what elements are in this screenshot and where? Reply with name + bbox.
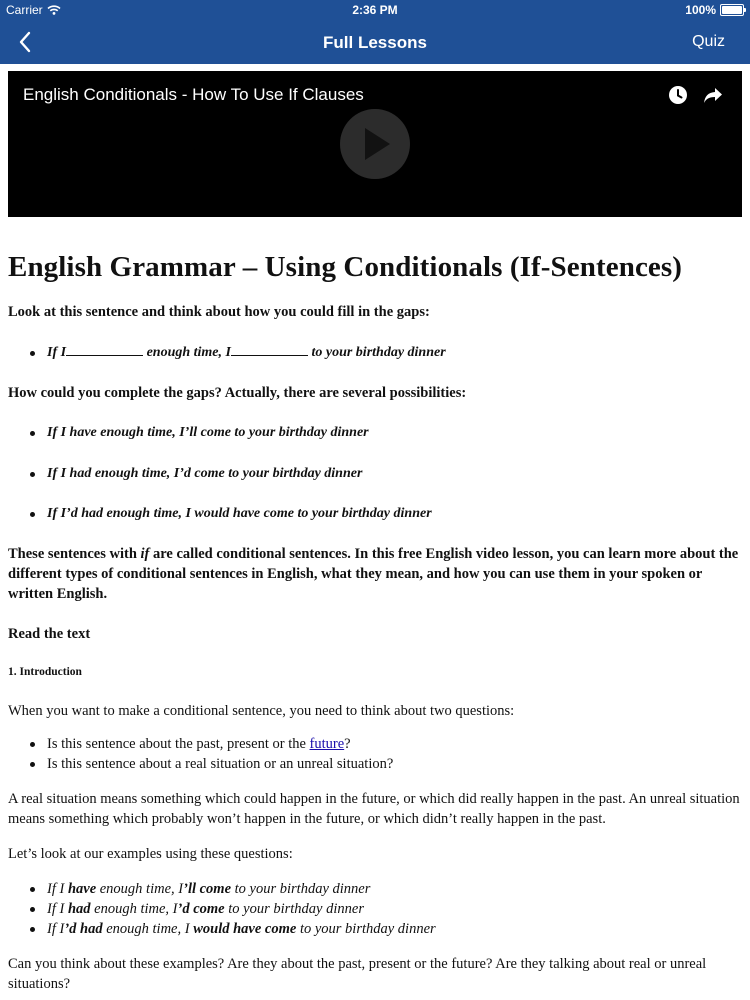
paragraph-1: When you want to make a conditional sentence, you need to think about two questions: [8, 703, 515, 719]
example-text: enough time, I [90, 901, 178, 917]
blank-line [66, 343, 143, 356]
battery-percent: 100% [685, 3, 716, 17]
possibility-item [8, 504, 742, 524]
bullet [30, 887, 35, 892]
share-icon[interactable] [702, 84, 724, 106]
battery-icon [720, 4, 744, 16]
future-link[interactable]: future [309, 736, 345, 752]
bullet [30, 351, 35, 356]
status-time: 2:36 PM [352, 3, 398, 17]
possibility-item [8, 464, 742, 484]
possibility-item [8, 423, 742, 443]
bullet [30, 512, 35, 517]
summary-if: if [140, 546, 150, 562]
paragraph-3: Let’s look at our examples using these questions: [8, 846, 293, 862]
play-icon [362, 128, 392, 160]
question-item [8, 734, 742, 754]
example-text: If I [47, 881, 68, 897]
play-button[interactable] [340, 109, 410, 179]
gap-part-3: to your birthday dinner [311, 345, 446, 360]
video-title[interactable]: English Conditionals - How To Use If Clauses [23, 85, 364, 104]
paragraph-2: A real situation means something which could happen in the future, or which did really happen in the past. An unreal situation means something which probably won’t happen in the future, or which didn’t really happen in the past. [8, 791, 740, 827]
article-heading: English Grammar – Using Conditionals (If-Sentences) [8, 251, 683, 283]
bullet [30, 762, 35, 767]
example-bold: would have come [193, 921, 297, 937]
gap-sentence [8, 343, 742, 363]
summary-text [8, 544, 742, 604]
possibility-text: If I had enough time, I’d come to your birthday dinner [47, 466, 363, 481]
example-bold: had [67, 901, 91, 917]
section-title: 1. Introduction [8, 666, 82, 678]
nav-bar [0, 21, 750, 64]
example-text: to your birthday dinner [224, 901, 364, 917]
gap-sentence-list [8, 343, 742, 363]
possibility-text: If I’d had enough time, I would have come to your birthday dinner [47, 506, 432, 521]
watch-later-icon[interactable] [668, 85, 688, 105]
bullet [30, 907, 35, 912]
bullet [30, 742, 35, 747]
example-item [8, 899, 742, 919]
example-bold: ’ll come [183, 881, 232, 897]
example-item [8, 879, 742, 899]
example-text: If I [47, 921, 65, 937]
video-player[interactable] [8, 71, 742, 217]
battery-fill [722, 6, 742, 14]
quiz-button[interactable]: Quiz [692, 33, 725, 50]
intro-text: Look at this sentence and think about how you could fill in the gaps: [8, 304, 430, 320]
example-bold: have [67, 881, 97, 897]
question-1-pre: Is this sentence about the past, present or the [47, 736, 310, 752]
example-text: to your birthday dinner [296, 921, 436, 937]
bullet [30, 927, 35, 932]
status-right [685, 3, 744, 17]
possibilities-list [8, 423, 742, 524]
summary-pre: These sentences with [8, 546, 141, 562]
questions-list [8, 734, 742, 774]
possibility-text: If I have enough time, I’ll come to your birthday dinner [47, 425, 369, 440]
summary-post: are called conditional sentences. In this free English video lesson, you can learn more about the different types of conditional sentences in English, what they mean, and how you can use them in your spoken or written English. [8, 546, 739, 602]
examples-list [8, 879, 742, 939]
blank-line [231, 343, 308, 356]
question-text: How could you complete the gaps? Actually, there are several possibilities: [8, 385, 467, 401]
nav-title: Full Lessons [323, 33, 427, 52]
example-bold: ’d come [177, 901, 225, 917]
bullet [30, 431, 35, 436]
gap-part-2: enough time, I [146, 345, 231, 360]
example-text: enough time, I [102, 921, 194, 937]
question-1-post: ? [344, 736, 351, 752]
read-text-heading: Read the text [8, 626, 91, 642]
example-text: If I [47, 901, 68, 917]
carrier-label: Carrier [6, 3, 43, 17]
gap-part-1: If I [47, 345, 67, 360]
example-text: enough time, I [96, 881, 184, 897]
example-item [8, 919, 742, 939]
paragraph-4: Can you think about these examples? Are they about the past, present or the future? Are they talking about real or unreal situations? [8, 956, 707, 992]
example-bold: ’d had [64, 921, 103, 937]
question-item [8, 754, 742, 774]
bullet [30, 472, 35, 477]
question-2: Is this sentence about a real situation or an unreal situation? [47, 756, 394, 772]
status-bar [0, 0, 750, 21]
example-text: to your birthday dinner [231, 881, 371, 897]
article [0, 251, 750, 994]
